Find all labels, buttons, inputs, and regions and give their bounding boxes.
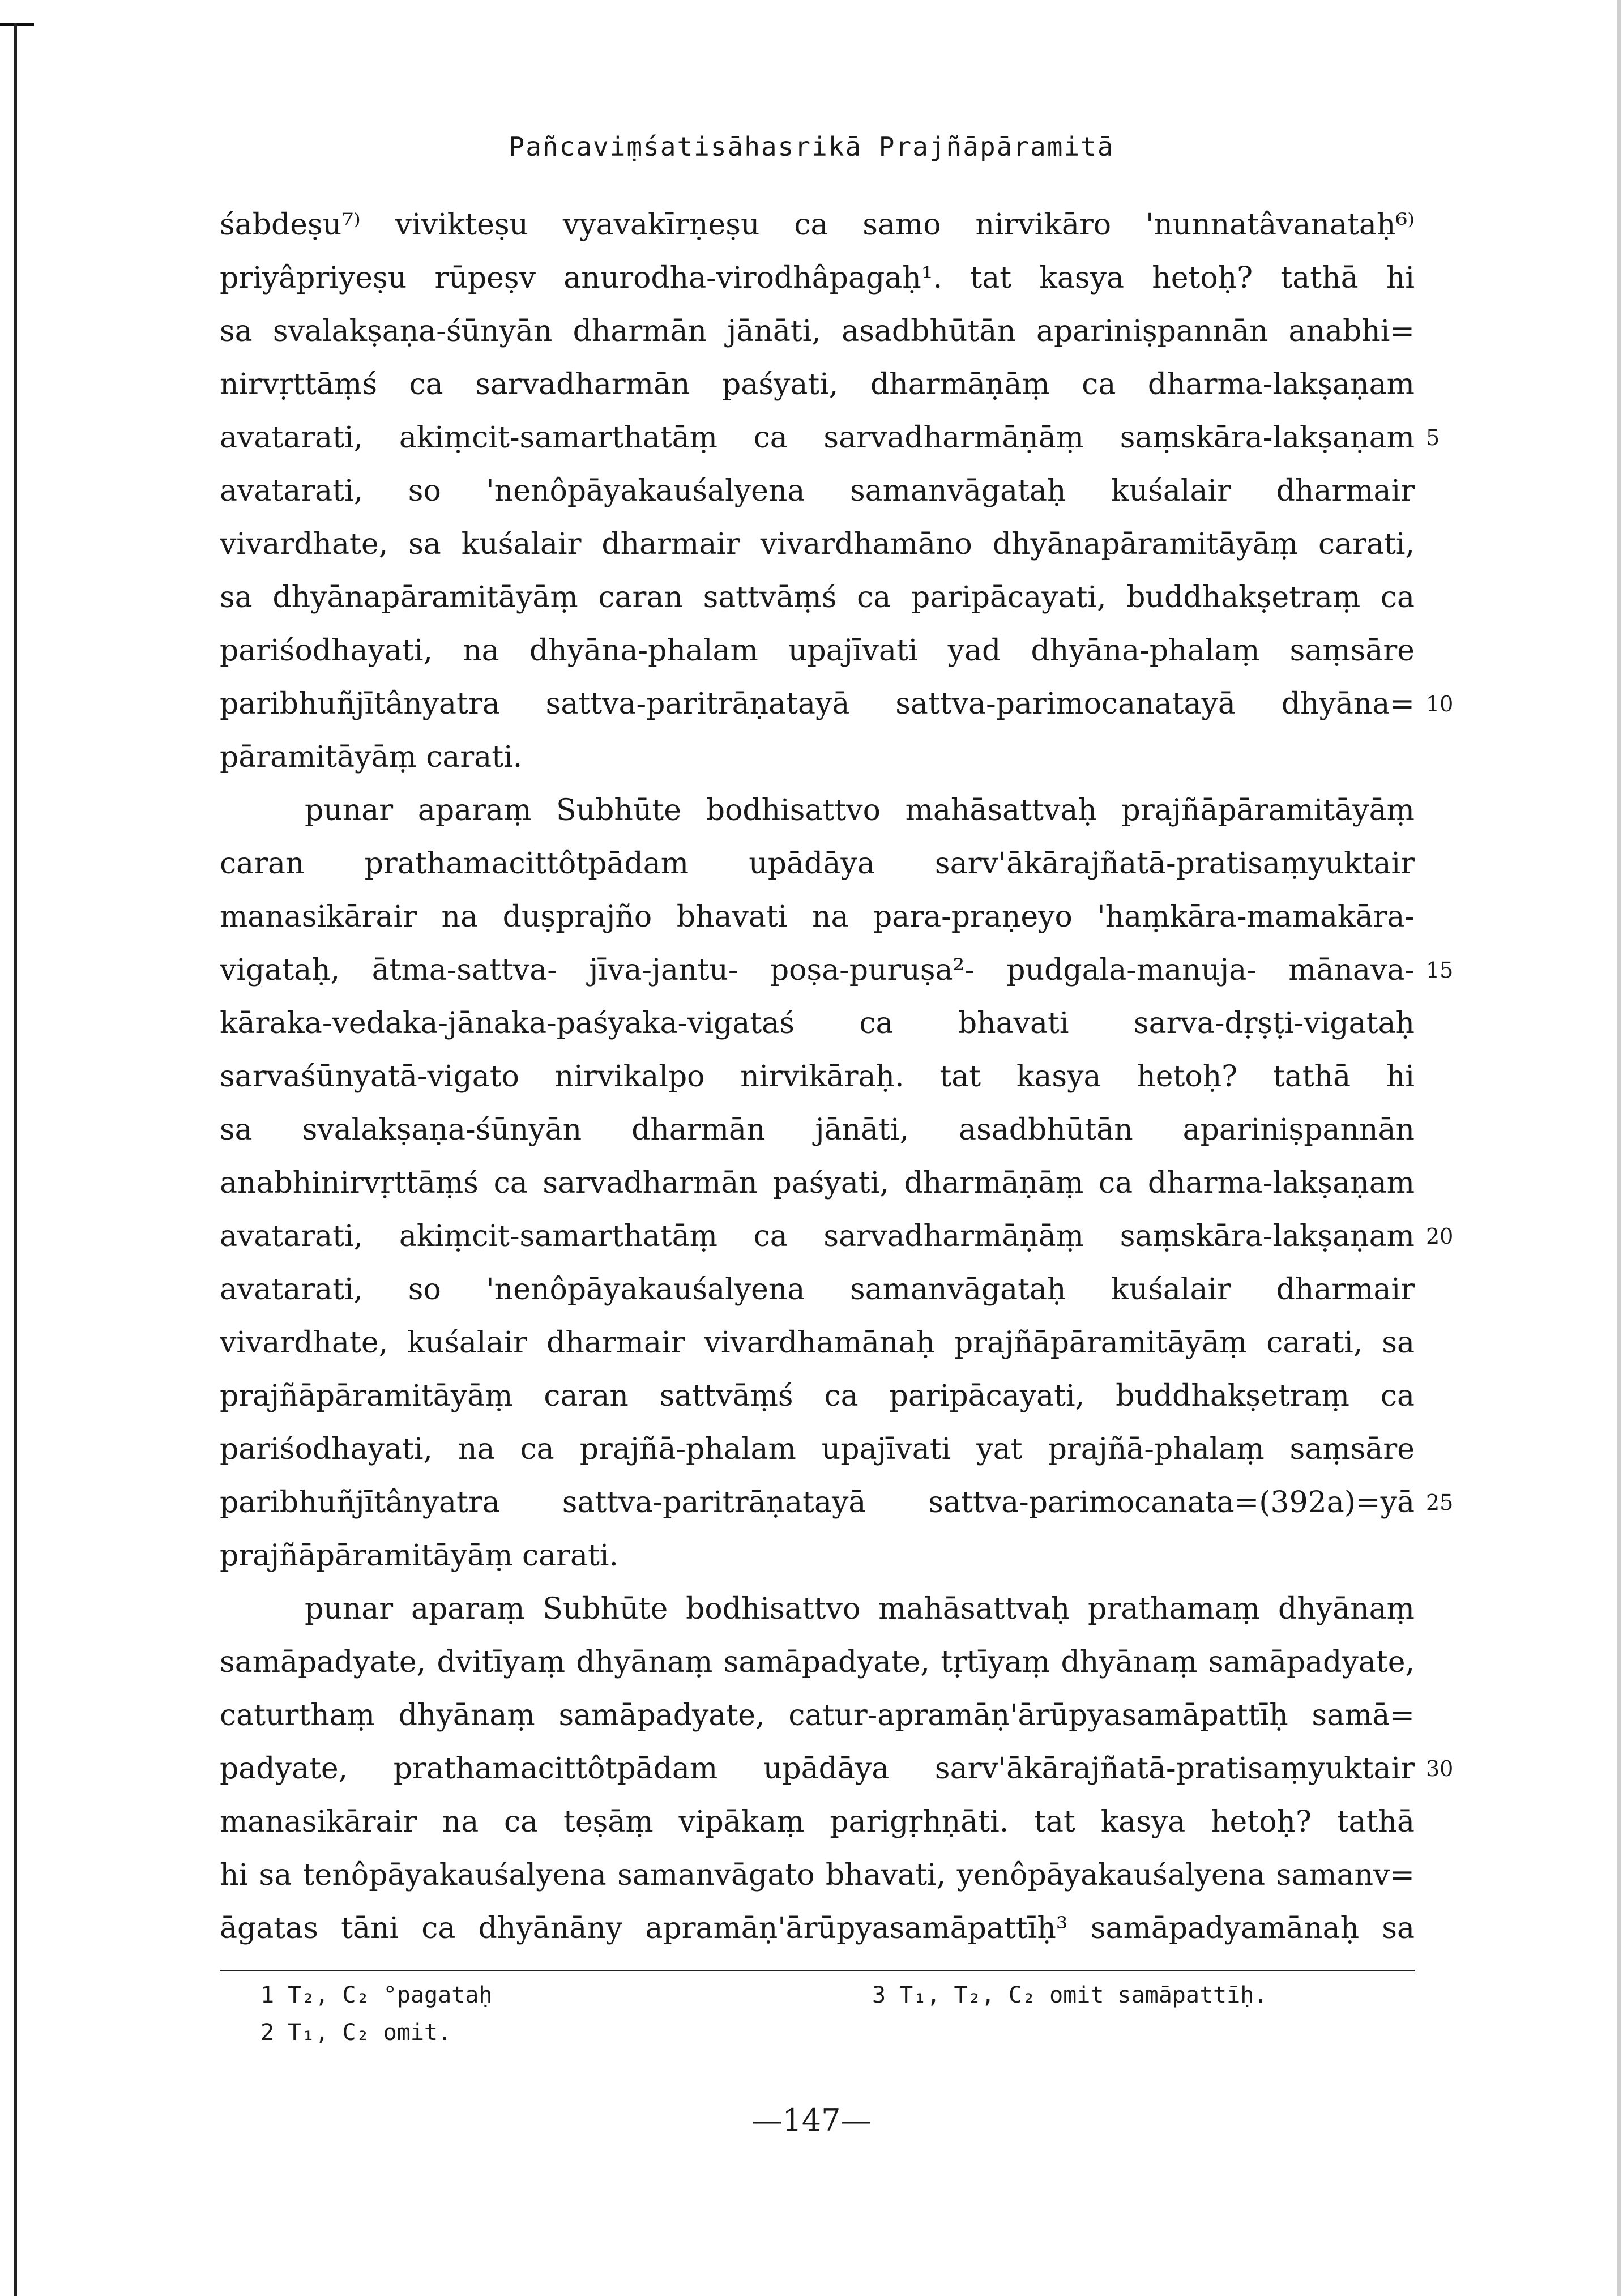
text-line (220, 1210, 1454, 1263)
line-text: vivardhate, sa kuśalair dharmair vivardhamāno dhyānapāramitāyāṃ carati, (220, 527, 1415, 561)
line-text: pariśodhayati, na dhyāna-phalam upajīvati yad dhyāna-phalaṃ saṃsāre (220, 634, 1415, 668)
line-text: avatarati, so 'nenôpāyakauśalyena samanvāgataḥ kuśalair dharmair (220, 474, 1415, 508)
text-line (220, 1263, 1415, 1316)
line-text: nirvṛttāṃś ca sarvadharmān paśyati, dharmāṇāṃ ca dharma-lakṣaṇam (220, 368, 1415, 402)
line-text: avatarati, akiṃcit-samarthatāṃ ca sarvadharmāṇāṃ saṃskāra-lakṣaṇam (220, 1219, 1415, 1253)
body-text (220, 198, 1454, 1955)
line-text: punar aparaṃ Subhūte bodhisattvo mahāsattvaḥ prajñāpāramitāyāṃ (305, 793, 1415, 827)
line-text: paribhuñjītânyatra sattva-paritrāṇatayā sattva-parimocanata=(392a)=yā (220, 1486, 1415, 1520)
text-line (220, 358, 1415, 411)
line-number: 5 (1426, 425, 1440, 450)
text-line (220, 784, 1415, 837)
text-line (220, 1423, 1415, 1476)
line-number: 20 (1426, 1224, 1454, 1249)
line-text: śabdeṣu⁷⁾ vivikteṣu vyavakīrṇeṣu ca samo nirvikāro 'nunnatâvanataḥ⁶⁾ (220, 208, 1415, 242)
line-text: hi sa tenôpāyakauśalyena samanvāgato bhavati, yenôpāyakauśalyena samanv= (220, 1858, 1415, 1892)
text-line (220, 890, 1415, 944)
text-line (220, 837, 1415, 890)
line-text: caturthaṃ dhyānaṃ samāpadyate, catur-apramāṇ'ārūpyasamāpattīḥ samā= (220, 1698, 1415, 1732)
page-number: —147— (751, 2102, 872, 2138)
line-text: āgatas tāni ca dhyānāny apramāṇ'ārūpyasamāpattīḥ³ samāpadyamānaḥ sa (220, 1911, 1415, 1945)
text-line (220, 1902, 1415, 1955)
text-line (220, 1529, 1415, 1582)
line-text: prajñāpāramitāyāṃ carati. (220, 1539, 619, 1573)
line-text: avatarati, so 'nenôpāyakauśalyena samanvāgataḥ kuśalair dharmair (220, 1273, 1415, 1307)
text-line (220, 997, 1415, 1050)
line-text: prajñāpāramitāyāṃ caran sattvāṃś ca paripācayati, buddhakṣetraṃ ca (220, 1379, 1415, 1413)
line-text: vigataḥ, ātma-sattva- jīva-jantu- poṣa-puruṣa²- pudgala-manuja- mānava- (220, 953, 1415, 987)
text-line (220, 1369, 1415, 1423)
scan-edge-marks (0, 0, 34, 34)
text-line (220, 1476, 1454, 1529)
line-number: 15 (1426, 958, 1454, 983)
scan-edge-vertical (14, 23, 17, 2296)
line-text: anabhinirvṛttāṃś ca sarvadharmān paśyati, dharmāṇāṃ ca dharma-lakṣaṇam (220, 1166, 1415, 1200)
text-line (220, 571, 1415, 624)
text-line (220, 1582, 1415, 1636)
line-text: sa dhyānapāramitāyāṃ caran sattvāṃś ca paripācayati, buddhakṣetraṃ ca (220, 581, 1415, 614)
text-line (220, 1742, 1454, 1795)
line-text: punar aparaṃ Subhūte bodhisattvo mahāsattvaḥ prathamaṃ dhyānaṃ (305, 1592, 1415, 1626)
line-text: pariśodhayati, na ca prajñā-phalam upajīvati yat prajñā-phalaṃ saṃsāre (220, 1432, 1415, 1466)
text-line (220, 1103, 1415, 1156)
text-line (220, 677, 1454, 731)
footnote-2: 2 T₁, C₂ omit. (260, 2020, 452, 2046)
line-text: padyate, prathamacittôtpādam upādāya sarv'ākārajñatā-pratisaṃyuktair (220, 1752, 1415, 1786)
text-line (220, 1050, 1415, 1103)
line-number: 10 (1426, 692, 1454, 716)
line-text: sa svalakṣaṇa-śūnyān dharmān jānāti, asadbhūtān apariniṣpannān (220, 1113, 1415, 1147)
line-text: vivardhate, kuśalair dharmair vivardhamānaḥ prajñāpāramitāyāṃ carati, sa (220, 1326, 1415, 1360)
text-line (220, 464, 1415, 518)
line-text: manasikārair na duṣprajño bhavati na para-praṇeyo 'haṃkāra-mamakāra- (220, 900, 1415, 934)
text-line (220, 1156, 1415, 1210)
line-text: sarvaśūnyatā-vigato nirvikalpo nirvikāraḥ. tat kasya hetoḥ? tathā hi (220, 1060, 1415, 1094)
running-head: Pañcaviṃśatisāhasrikā Prajñāpāramitā (509, 131, 1114, 162)
line-text: avatarati, akiṃcit-samarthatāṃ ca sarvadharmāṇāṃ saṃskāra-lakṣaṇam (220, 421, 1415, 455)
footnote-3: 3 T₁, T₂, C₂ omit samāpattīḥ. (872, 1982, 1268, 2008)
scan-edge-horizontal (0, 23, 34, 26)
text-line (220, 944, 1454, 997)
text-line (220, 1849, 1415, 1902)
line-text: sa svalakṣaṇa-śūnyān dharmān jānāti, asadbhūtān apariniṣpannān anabhi= (220, 314, 1415, 348)
line-number: 30 (1426, 1756, 1454, 1781)
line-number: 25 (1426, 1490, 1454, 1515)
text-line (220, 1636, 1415, 1689)
text-line (220, 1689, 1415, 1742)
line-text: priyâpriyeṣu rūpeṣv anurodha-virodhâpagaḥ¹. tat kasya hetoḥ? tathā hi (220, 261, 1415, 295)
text-line (220, 1316, 1415, 1369)
text-line (220, 411, 1440, 464)
scan-edge-right (1617, 0, 1621, 2296)
text-line (220, 518, 1415, 571)
footnote-rule (220, 1970, 1415, 1971)
line-text: samāpadyate, dvitīyaṃ dhyānaṃ samāpadyate, tṛtīyaṃ dhyānaṃ samāpadyate, (220, 1645, 1415, 1679)
text-line (220, 305, 1415, 358)
line-text: pāramitāyāṃ carati. (220, 740, 523, 774)
text-line (220, 624, 1415, 677)
text-line (220, 251, 1415, 305)
text-line (220, 198, 1415, 251)
line-text: kāraka-vedaka-jānaka-paśyaka-vigataś ca bhavati sarva-dṛṣṭi-vigataḥ (220, 1006, 1415, 1040)
footnote-1: 1 T₂, C₂ °pagataḥ (260, 1982, 493, 2008)
line-text: manasikārair na ca teṣāṃ vipākaṃ parigṛhṇāti. tat kasya hetoḥ? tathā (220, 1805, 1415, 1839)
line-text: paribhuñjītânyatra sattva-paritrāṇatayā sattva-parimocanatayā dhyāna= (220, 687, 1415, 721)
line-text: caran prathamacittôtpādam upādāya sarv'ākārajñatā-pratisaṃyuktair (220, 847, 1415, 881)
text-line (220, 1795, 1415, 1849)
text-line (220, 731, 1415, 784)
